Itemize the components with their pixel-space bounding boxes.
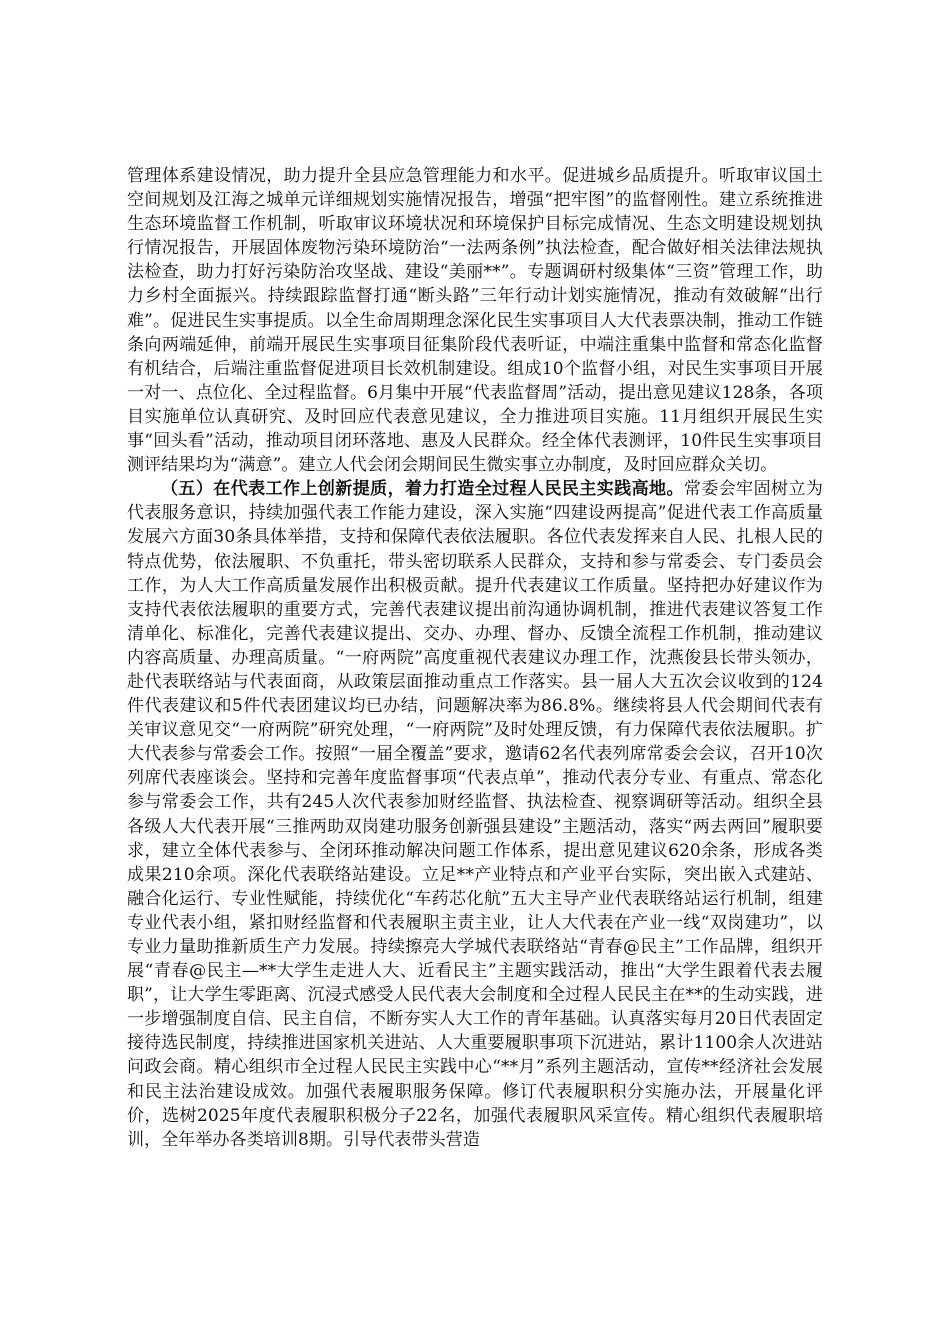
paragraph-section-five	[127, 477, 823, 1152]
section-heading: （五）在代表工作上创新提质，着力打造全过程人民民主实践高地。	[161, 479, 684, 500]
paragraph-text: 常委会牢固树立为代表服务意识，持续加强代表工作能力建设，深入实施“四建设两提高”促进代表工作高质量发展六方面30条具体举措，支持和保障代表依法履职。各位代表发挥来自人民、扎根人民的特点优势，依法履职、不负重托，带头密切联系人民群众，支持和参与常委会、专门委员会工作，为人大工作高质量发展作出积极贡献。提升代表建议工作质量。坚持把办好建议作为支持代表依法履职的重要方式，完善代表建议提出前沟通协调机制，推进代表建议答复工作清单化、标准化，完善代表建议提出、交办、办理、督办、反馈全流程工作机制，推动建议内容高质量、办理高质量。“一府两院”高度重视代表建议办理工作，沈燕俊县长带头领办，赴代表联络站与代表面商，从政策层面推动重点工作落实。县一届人大五次会议收到的124件代表建议和5件代表团建议均已办结，问题解决率为86.8%。继续将县人代会期间代表有关审议意见交“一府两院”研究处理，“一府两院”及时处理反馈，有力保障代表依法履职。扩大代表参与常委会工作。按照“一届全覆盖”要求，邀请62名代表列席常委会会议，召开10次列席代表座谈会。坚持和完善年度监督事项“代表点单”，推动代表分专业、有重点、常态化参与常委会工作，共有245人次代表参加财经监督、执法检查、视察调研等活动。组织全县各级人大代表开展“三推两助双岗建功服务创新强县建设”主题活动，落实“两去两回”履职要求，建立全体代表参与、全闭环推动解决问题工作体系，提出意见建议620余条，形成各类成果210余项。深化代表联络站建设。立足**产业特点和产业平台实际，突出嵌入式建站、融合化运行、专业性赋能，持续优化“车药芯化航”五大主导产业代表联络站运行机制，组建专业代表小组，紧扣财经监督和代表履职主责主业，让人大代表在产业一线“双岗建功”，以专业力量助推新质生产力发展。持续擦亮大学城代表联络站“青春@民主”工作品牌，组织开展“青春@民主—**大学生走进人大、近看民主”主题实践活动，推出“大学生跟着代表去履职”，让大学生零距离、沉浸式感受人民代表大会制度和全过程人民民主在**的生动实践，进一步增强制度自信、民主自信，不断夯实人大工作的青年基础。认真落实每月20日代表固定接待选民制度，持续推进国家机关进站、人大重要履职事项下沉进站，累计1100余人次进站问政会商。精心组织市全过程人民民主实践中心“**月”系列主题活动，宣传**经济社会发展和民主法治建设成效。加强代表履职服务保障。修订代表履职积分实施办法，开展量化评价，选树2025年度代表履职积极分子22名，加强代表履职风采宣传。精心组织代表履职培训，全年举办各类培训8期。引导代表带头营造	[127, 479, 823, 1150]
paragraph-text: 管理体系建设情况，助力提升全县应急管理能力和水平。促进城乡品质提升。听取审议国土空间规划及江海之城单元详细规划实施情况报告，增强“把牢图”的监督刚性。建立系统推进生态环境监督工作机制，听取审议环境状况和环境保护目标完成情况、生态文明建设规划执行情况报告，开展固体废物污染环境防治“一法两条例”执法检查，配合做好相关法律法规执法检查，助力打好污染防治攻坚战、建设“美丽**”。专题调研村级集体“三资”管理工作，助力乡村全面振兴。持续跟踪监督打通“断头路”三年行动计划实施情况，推动有效破解“出行难”。促进民生实事提质。以全生命周期理念深化民生实事项目人大代表票决制，推动工作链条向两端延伸，前端开展民生实事项目征集阶段代表听证，中端注重集中监督和常态化监督有机结合，后端注重监督促进项目长效机制建设。组成10个监督小组，对民生实事项目开展一对一、点位化、全过程监督。6月集中开展“代表监督周”活动，提出意见建议128条，各项目实施单位认真研究、及时回应代表意见建议，全力推进项目实施。11月组织开展民生实事“回头看”活动，推动项目闭环落地、惠及人民群众。经全体代表测评，10件民生实事项目测评结果均为“满意”。建立人代会闭会期间民生微实事立办制度，及时回应群众关切。	[127, 166, 823, 476]
document-body	[127, 164, 823, 1152]
paragraph-continuation	[127, 164, 823, 477]
